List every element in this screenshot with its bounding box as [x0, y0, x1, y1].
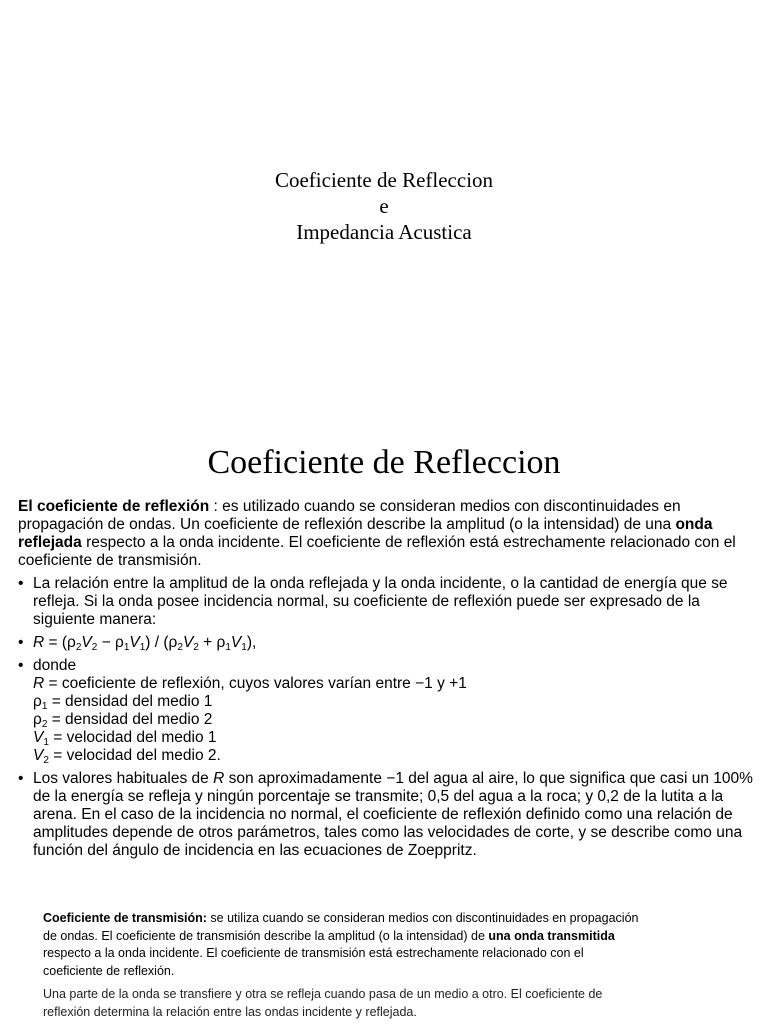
subscript: 1: [139, 642, 146, 653]
formula-item: [18, 634, 753, 652]
subscript: 1: [123, 642, 130, 653]
slide-reflection: [0, 425, 768, 865]
formula-symbol: V: [129, 634, 140, 651]
slide-body: [18, 498, 753, 865]
intro-paragraph: [18, 498, 753, 570]
intro-text-2: respecto a la onda incidente. El coeficiente de reflexión está estrechamente relacionado con el coeficiente de transmisión.: [18, 534, 736, 569]
formula-symbol: V: [182, 634, 194, 651]
bold-term: onda reflejada: [18, 516, 713, 551]
subscript: 1: [241, 642, 247, 653]
intro-text-1: : es utilizado cuando se consideran medios con discontinuidades en propagación de ondas. Un coeficiente de reflexión describe la amplitud (o la intensidad) de una: [18, 498, 681, 533]
formula-text: ),: [246, 634, 257, 651]
title-block: [0, 167, 768, 245]
subscript: 2: [75, 642, 82, 653]
formula-symbol: ρ: [33, 693, 42, 710]
transmission-text-2: respecto a la onda incidente. El coeficiente de transmisión está estrechamente relacionado con el coeficiente de reflexión.: [43, 946, 584, 978]
bullet-item: • La relación entre la amplitud de la onda reflejada y la onda incidente, o la cantidad de energía que se refleja. Si la onda posee incidencia normal, su coeficiente de reflexión puede ser expresado de la siguiente manera:: [18, 575, 753, 629]
bold-term: El coeficiente de reflexión: [18, 498, 210, 515]
definition-heading: • donde: [33, 657, 77, 674]
slide-transmission: [0, 865, 768, 1024]
transmission-textbox: [43, 910, 643, 1024]
definition-text: = densidad del medio 1: [47, 693, 213, 710]
slide-heading: Coeficiente de Refleccion: [207, 444, 561, 481]
definition-rho2: [33, 711, 753, 729]
definition-text: = velocidad del medio 1: [48, 729, 217, 746]
subscript: 2: [43, 755, 49, 766]
formula-symbol: R: [33, 675, 45, 692]
subscript: 2: [177, 642, 183, 653]
subscript: 2: [41, 719, 48, 730]
formula-symbol: R: [213, 770, 225, 787]
bullet-item: [18, 770, 753, 860]
formula-symbol: ρ: [67, 634, 76, 651]
transmission-text-1: se utiliza cuando se consideran medios con discontinuidades en propagación de ondas. El coeficiente de transmisión describe la amplitud (o la intensidad) de: [43, 911, 639, 943]
formula-symbol: V: [81, 634, 92, 651]
transmission-note: Una parte de la onda se transfiere y otra se refleja cuando pasa de un medio a otro. El coeficiente de reflexión determina la relación entre las ondas incidente y reflejada.: [43, 987, 603, 1019]
definitions-item: [18, 657, 753, 765]
subscript: 2: [91, 642, 98, 653]
definition-text: = densidad del medio 2: [47, 711, 213, 728]
title-line-2: e: [379, 194, 389, 218]
formula-symbol: ρ: [168, 634, 178, 651]
bold-term: Coeficiente de transmisión:: [43, 911, 207, 925]
bullet-text: son aproximadamente −1 del agua al aire, lo que significa que casi un 100% de la energía se refleja y ningún porcentaje se transmite; 0,5 del agua a la roca; y 0,2 de la lutita a la arena. En el caso de la incidencia no normal, el coeficiente de reflexión definido como una relación de amplitudes depende de otros parámetros, tales como las velocidades de corte, y se describe como una función del ángulo de incidencia en las ecuaciones de Zoeppritz.: [33, 770, 753, 859]
subscript: 1: [225, 642, 231, 653]
formula-text: ) / (: [145, 634, 169, 651]
formula-symbol: ρ: [115, 634, 124, 651]
title-line-1: Coeficiente de Refleccion: [274, 168, 494, 192]
bold-term: una onda transmitida: [488, 928, 615, 943]
subscript: 1: [41, 701, 48, 712]
formula-text: +: [198, 634, 217, 651]
definition-v1: [33, 729, 753, 747]
subscript: 2: [193, 642, 199, 653]
definition-rho1: [33, 693, 753, 711]
subscript: 1: [43, 737, 49, 748]
formula-symbol: R: [33, 634, 45, 651]
definition-text: = velocidad del medio 2.: [48, 747, 221, 764]
formula-text: −: [97, 634, 115, 651]
slide-title: [0, 0, 768, 425]
title-line-3: Impedancia Acustica: [296, 220, 472, 244]
formula-symbol: V: [230, 634, 242, 651]
definition-v2: [33, 747, 753, 765]
formula-symbol: V: [33, 729, 44, 746]
formula-text: = (: [44, 634, 68, 651]
definition-text: = coeficiente de reflexión, cuyos valores varían entre −1 y +1: [44, 675, 467, 692]
bullet-list: [18, 575, 753, 860]
formula-symbol: ρ: [216, 634, 226, 651]
formula-symbol: V: [33, 747, 44, 764]
definition-r: [33, 675, 753, 693]
bullet-text: Los valores habituales de: [33, 770, 214, 787]
transmission-paragraph: [43, 910, 643, 980]
formula-symbol: ρ: [33, 711, 42, 728]
